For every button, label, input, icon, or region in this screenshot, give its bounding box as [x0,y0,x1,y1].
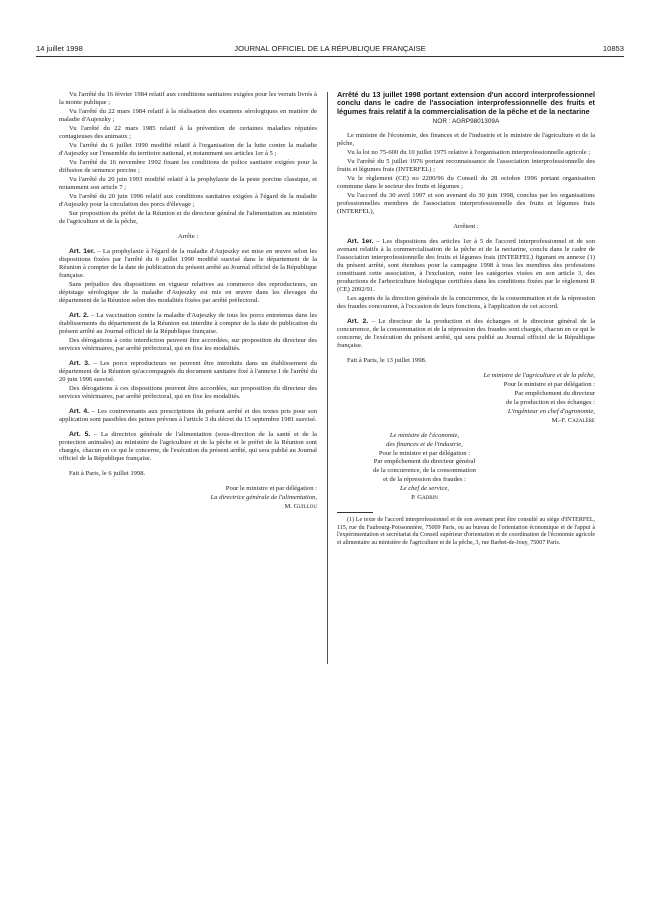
signature-line: Par empêchement du directeur général [373,458,476,466]
article-paragraph [59,281,317,305]
fait-a-paris: Fait à Paris, le 13 juillet 1998. [347,357,427,365]
article-text: – La vaccination contre la maladie d'Aujeszky de tous les porcs entretenus dans les établissements du département de la Réunion est interdite à compter de la date de publication du présent arrêté au Journal officiel de la République française. [59,311,317,336]
signature-line: de la production et des échanges : [506,398,595,406]
article-label: Art. 1er. [347,237,374,245]
signatory-name: P. Gadbin [411,494,438,502]
header-date: 14 juillet 1998 [36,44,83,53]
header-page-number: 10853 [602,44,624,53]
article-label: Art. 4. [69,407,90,415]
signature-line: Pour le ministre et par délégation : [378,449,471,457]
signatory-name: M. Guillou [284,502,317,510]
header-rule [36,56,624,57]
arretent-heading: Arrêtent : [453,222,479,230]
header-journal-title: JOURNAL OFFICIEL DE LA RÉPUBLIQUE FRANÇAISE [234,44,426,53]
nor-reference: NOR : AGRP9801309A [432,117,500,125]
article-label: Art. 3. [69,359,90,367]
signature-line: Pour le ministre et par délégation : [225,484,317,492]
arrete-heading: Arrête : [177,232,199,240]
footnote-rule [337,512,373,513]
article-text: – Le directeur de la production et des échanges et le directeur général de la concurrence, de la consommation et de la répression des fraudes sont chargés, chacun en ce qui le concerne, de l'exécution du présent arrêté, qui sera publié au Journal officiel de la République française. [337,318,595,350]
visa: Vu l'arrêté du 22 mars 1985 relatif à la prévention de certaines maladies réputées contagieuses des animaux ; [59,124,317,141]
visa: Le ministre de l'économie, des finances et de l'industrie et le ministre de l'agriculture et de la pêche, [337,131,595,147]
article-label: Art. 5. [69,430,91,438]
second-signature-block [337,432,512,503]
signature-title: des finances et de l'industrie, [386,440,463,448]
article-text: – Les contrevenants aux prescriptions du présent arrêté et des textes pris pour son application sont passibles des peines prévues à l'article 3 du décret du 15 septembre 1981 susvisé. [59,407,317,423]
signature-line: Par empêchement du directeur [514,389,595,397]
article-paragraph [337,318,595,350]
signature-line: et de la répression des fraudes : [383,476,466,484]
signature-line: de la concurrence, de la consommation [373,467,476,475]
signatory-name: M.-F. Cazalère [551,416,595,424]
article-paragraph [59,248,317,280]
signature-title: L'ingénieur en chef d'agronomie, [507,407,595,415]
article-paragraph [59,360,317,384]
article-text: Les agents de la direction générale de la concurrence, de la consommation et de la répression des fraudes concourent, à l'occasion de leurs fonctions, à l'application de cet accord. [337,295,595,311]
article-text: Des dérogations à cette interdiction peuvent être accordées, sur proposition du directeur des services vétérinaires, par arrêté préfectoral, qui en fixe les modalités. [59,336,317,352]
visa: Vu le règlement (CE) no 2200/96 du Conseil du 28 octobre 1996 portant organisation commune dans le secteur des fruits et légumes ; [337,174,595,190]
visa: Vu l'accord du 30 avril 1997 et son avenant du 30 juin 1998, conclus par les organisations professionnelles membres de l'association interprofessionnelle des fruits et légumes frais (INTERFEL), [337,191,595,215]
article-paragraph [59,385,317,401]
article-text: – Les dispositions des articles 1er à 5 de l'accord interprofessionnel et de son avenant relatifs à la commercialisation de la pêche et de la nectarine, conclu dans le cadre de l'association interprofessionnelle des fruits et légumes frais (INTERFEL) figurant en annexe (1) du présent arrêté, sont étendues pour la campagne 1998 à tous les membres des professions constituant cette association, à l'exclusion, outre les catégories visées en son article 3, des productions de l'arboriculture biologique certifiées dans les conditions fixées par le règlement R (CE) 2092/91. [337,237,595,294]
signature-title: Le chef de service, [399,485,450,493]
visa: Vu l'arrêté du 20 juin 1993 modifié relatif à la prophylaxie de la peste porcine classique, et notamment son article 7 ; [59,175,317,191]
visa: Vu l'arrêté du 5 juillet 1976 portant reconnaissance de l'association interprofessionnelle des fruits et légumes frais (INTERFEL) ; [337,157,595,173]
visa: Vu l'arrêté du 6 juillet 1990 modifié relatif à l'organisation de la lutte contre la maladie d'Aujeszky sur l'ensemble du territoire national, et notamment ses articles 1er à 5 ; [59,141,317,157]
page-header [36,44,624,56]
signature-line: Pour le ministre et par délégation : [503,380,595,388]
article-paragraph [59,408,317,424]
signature-title: Le ministre de l'économie, [389,431,460,439]
signature-title: La directrice générale de l'alimentation, [210,493,317,501]
left-column [59,91,317,512]
right-column [337,91,595,549]
article-paragraph [59,312,317,336]
footnote: (1) Le texte de l'accord interprofessionnel et de son avenant peut être consulté au siège d'INTERFEL, 115, rue du Faubourg-Poissonnière, 75009 Paris, ou au bureau de l'orientation économique et de l'appui à l'expérimentation et secrétariat du Conseil supérieur d'orientation et de coordination de l'économie agricole et alimentaire au ministère de l'agriculture et de la pêche, 3, rue Barbet-de-Jouy, 75007 Paris. [337,517,595,547]
article-text: – Les porcs reproducteurs ne peuvent être introduits dans un établissement du département de la Réunion qu'accompagnés du document sanitaire fixé à l'annexe I de l'arrêté du 20 juin 1996 susvisé. [59,359,317,384]
article-paragraph [337,238,595,294]
signature-title: Le ministre de l'agriculture et de la pêche, [483,372,595,380]
column-divider [327,92,328,664]
article-label: Art. 2. [347,318,369,325]
article-label: Art. 1er. [69,247,95,255]
visa: Vu l'arrêté du 16 février 1984 relatif aux conditions sanitaires exigées pour les verrats livrés à la monte publique ; [59,91,317,107]
article-paragraph [59,431,317,463]
article-text: Des dérogations à ces dispositions peuvent être accordées, sur proposition du directeur des services vétérinaires, par arrêté préfectoral, qui en fixe les modalités. [59,384,317,401]
article-text: – La prophylaxie à l'égard de la maladie d'Aujeszky est mise en œuvre selon les dispositions fixées par l'arrêté du 6 juillet 1990 modifié susvisé dans le département de la Réunion à compter de la date de publication du présent arrêté au Journal officiel de la République française. [59,247,317,279]
visa: Vu l'arrêté du 20 juin 1996 relatif aux conditions sanitaires exigées à l'égard de la maladie d'Aujeszky pour la circulation des porcs d'élevage ; [59,192,317,208]
visa: Vu l'arrêté du 22 mars 1984 relatif à la réalisation des examens sérologiques en matière de maladie d'Aujeszky ; [59,107,317,124]
visa: Vu l'arrêté du 16 novembre 1992 fixant les conditions de police sanitaire exigées pour la diffusion de semence porcine ; [59,158,317,174]
article-text: – La directrice générale de l'alimentation (sous-direction de la santé et de la protection animales) au ministère de l'agriculture et de la pêche et le préfet de la Réunion sont chargés, chacun en ce qui le concerne, de l'exécution du présent arrêté, qui sera publié au Journal officiel de la République française. [59,430,317,463]
decree-title: Arrêté du 13 juillet 1998 portant extension d'un accord interprofessionnel conclu dans le cadre de l'association interprofessionnelle des fruits et légumes frais relatif à la commercialisation de la pêche et de la nectarine [337,90,595,116]
fait-a-paris: Fait à Paris, le 6 juillet 1998. [69,470,146,478]
visa: Vu la loi no 75-600 du 10 juillet 1975 relative à l'organisation interprofessionnelle agricole ; [347,148,591,156]
article-text: Sans préjudice des dispositions en vigueur relatives au commerce des reproducteurs, un dépistage sérologique de la maladie d'Aujeszky est mis en œuvre dans les élevages du département de la Réunion selon des modalités fixées par arrêté préfectoral. [59,280,317,304]
article-paragraph [337,295,595,311]
article-label: Art. 2. [69,311,89,319]
visa: Sur proposition du préfet de la Réunion et du directeur général de l'alimentation au ministère de l'agriculture et de la pêche, [59,209,317,225]
article-paragraph [59,337,317,353]
